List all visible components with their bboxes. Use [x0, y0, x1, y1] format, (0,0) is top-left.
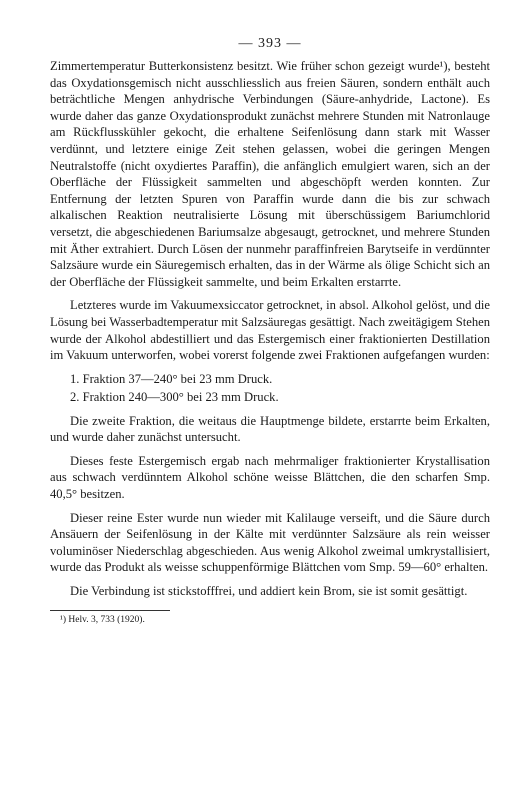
paragraph-3: Die zweite Fraktion, die weitaus die Hauptmenge bildete, erstarrte beim Erkalten, und wurde daher zunächst untersucht. — [50, 413, 490, 445]
fraction-item: 2. Fraktion 240—300° bei 23 mm Druck. — [70, 389, 279, 404]
paragraph-2: Letzteres wurde im Vakuumexsiccator getrocknet, in absol. Alkohol gelöst, und die Lösung bei Wasserbadtemperatur mit Salzsäuregas gesättigt. Nach zweitägigem Stehen wurde der Alkohol abdestilliert und das Estergemisch einer fraktionierten Destillation im Vakuum unterworfen, wobei vorerst folgende zwei Fraktionen aufgefangen wurden: — [50, 298, 490, 363]
footnote: ¹) Helv. 3, 733 (1920). — [60, 614, 145, 625]
document-page — [50, 36, 490, 625]
footnote-rule — [50, 610, 170, 611]
paragraph-6: Die Verbindung ist stickstofffrei, und addiert kein Brom, sie ist somit gesättigt. — [70, 584, 468, 599]
page-number: — 393 — — [238, 36, 302, 51]
paragraph-5: Dieser reine Ester wurde nun wieder mit Kalilauge verseift, und die Säure durch Ansäuern der Seifenlösung in der Kälte mit verdünnter Salzsäure als rein weisser voluminöser Niederschlag abgeschieden. Aus wenig Alkohol zweimal umkrystallisiert, wurde das Produkt als weisse schuppenförmige Blättchen vom Smp. 59—60° erhalten. — [50, 510, 490, 575]
paragraph-4: Dieses feste Estergemisch ergab nach mehrmaliger fraktionierter Krystallisation aus schwach verdünntem Alkohol schöne weisse Blättchen, die den scharfen Smp. 40,5° besitzen. — [50, 453, 490, 502]
paragraph-1: Zimmertemperatur Butterkonsistenz besitzt. Wie früher schon gezeigt wurde¹), besteht das Oxydationsgemisch nicht ausschliesslich aus freien Säuren, sondern enthält auch beträchtliche Mengen anhydrische Verbindungen (Säure-anhydride, Lactone). Es wurde daher das ganze Oxydationsprodukt zunächst mehrere Stunden mit Natronlauge am Rückflusskühler gekocht, die erhaltene Seifenlösung dann stark mit Wasser verdünnt, und letztere einige Zeit stehen gelassen, wobei die geringen Mengen Neutralstoffe (nicht oxydiertes Paraffin), die anfänglich emulgiert waren, sich an der Oberfläche der Flüssigkeit sammelten und abgeschöpft werden konnten. Zur Entfernung der letzten Spuren von Paraffin wurde dann die bis zur schwach alkalischen Reaktion neutralisierte Lösung mit überschüssigem Bariumchlorid versetzt, die abgeschiedenen Bariumsalze abgesaugt, getrocknet, und mehrere Stunden mit Äther extrahiert. Durch Lösen der nunmehr paraffinfreien Barytseife in verdünnter Salzsäure wurde ein Säuregemisch erhalten, das in der Wärme als ölige Schicht sich an der Oberfläche der Flüssigkeit sammelte, und beim Erkalten erstarrte. — [50, 59, 490, 289]
fraction-item: 1. Fraktion 37—240° bei 23 mm Druck. — [70, 371, 273, 386]
fraction-list — [50, 370, 490, 406]
